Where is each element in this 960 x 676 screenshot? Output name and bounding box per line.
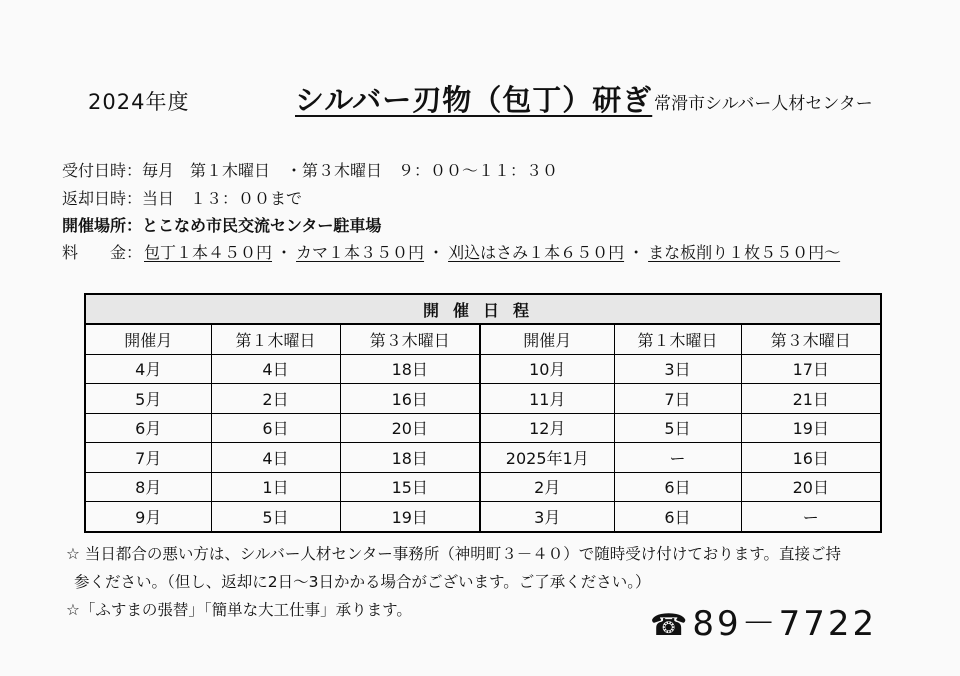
fee-separator: ・ bbox=[628, 243, 645, 262]
table-cell: 5日 bbox=[211, 502, 340, 532]
table-row bbox=[85, 413, 881, 443]
phone-number-text: 89－7722 bbox=[692, 604, 878, 644]
return-label: 返却日時： bbox=[62, 189, 143, 208]
page-title: シルバー刃物（包丁）研ぎ bbox=[295, 83, 653, 117]
column-header: 開催月 bbox=[85, 324, 211, 354]
table-cell: 3月 bbox=[480, 502, 614, 532]
table-cell: 5月 bbox=[85, 384, 211, 414]
venue-value: とこなめ市民交流センター駐車場 bbox=[142, 216, 382, 235]
note-office-reception: ☆ 当日都合の悪い方は、シルバー人材センター事務所（神明町３－４０）で随時受け付けております。直接ご持 bbox=[66, 545, 841, 563]
table-cell: ー bbox=[614, 443, 741, 473]
table-cell: 4日 bbox=[211, 354, 340, 384]
organization-name: 常滑市シルバー人材センター bbox=[654, 94, 873, 114]
table-cell: 2025年1月 bbox=[480, 443, 614, 473]
receipt-row bbox=[62, 158, 558, 181]
table-cell: 10月 bbox=[480, 354, 614, 384]
table-cell: 6日 bbox=[211, 413, 340, 443]
table-cell: 19日 bbox=[340, 502, 480, 532]
column-header: 第１木曜日 bbox=[614, 324, 741, 354]
column-header: 開催月 bbox=[480, 324, 614, 354]
table-cell: 2日 bbox=[211, 384, 340, 414]
table-cell: 7日 bbox=[614, 384, 741, 414]
table-cell: 6日 bbox=[614, 502, 741, 532]
table-cell: 11月 bbox=[480, 384, 614, 414]
table-cell: 6月 bbox=[85, 413, 211, 443]
fee-separator: ・ bbox=[276, 243, 293, 262]
table-row bbox=[85, 384, 881, 414]
schedule-caption: 開催日程 bbox=[85, 294, 881, 324]
fee-item: 包丁１本４５０円 bbox=[144, 243, 273, 262]
table-cell: 2月 bbox=[480, 472, 614, 502]
fiscal-year: 2024年度 bbox=[88, 90, 190, 114]
receipt-value: 毎月 第１木曜日 ・第３木曜日 ９：００～１１：３０ bbox=[142, 161, 559, 180]
table-row bbox=[85, 472, 881, 502]
table-cell: 18日 bbox=[340, 443, 480, 473]
note-office-reception-cont: 参ください。（但し、返却に2日～3日かかる場合がございます。ご了承ください。） bbox=[74, 573, 651, 591]
table-cell: 15日 bbox=[340, 472, 480, 502]
table-cell: 4日 bbox=[211, 443, 340, 473]
table-cell: 4月 bbox=[85, 354, 211, 384]
phone-number bbox=[650, 596, 877, 645]
table-row bbox=[85, 443, 881, 473]
receipt-label: 受付日時： bbox=[62, 161, 143, 180]
fee-item: カマ１本３５０円 bbox=[296, 243, 425, 262]
fee-item: 刈込はさみ１本６５０円 bbox=[448, 243, 625, 262]
table-cell: 21日 bbox=[741, 384, 881, 414]
venue-row bbox=[62, 213, 381, 236]
table-cell: 7月 bbox=[85, 443, 211, 473]
return-row bbox=[62, 186, 302, 209]
table-cell: 3日 bbox=[614, 354, 741, 384]
column-header: 第３木曜日 bbox=[340, 324, 480, 354]
fee-separator: ・ bbox=[428, 243, 445, 262]
column-header: 第３木曜日 bbox=[741, 324, 881, 354]
table-cell: 17日 bbox=[741, 354, 881, 384]
table-cell: 1日 bbox=[211, 472, 340, 502]
table-cell: 6日 bbox=[614, 472, 741, 502]
schedule-header-row bbox=[85, 324, 881, 354]
schedule-table bbox=[84, 293, 882, 533]
venue-label: 開催場所： bbox=[62, 216, 143, 235]
table-cell: 12月 bbox=[480, 413, 614, 443]
table-cell: 9月 bbox=[85, 502, 211, 532]
column-header: 第１木曜日 bbox=[211, 324, 340, 354]
table-row bbox=[85, 502, 881, 532]
table-cell: 20日 bbox=[741, 472, 881, 502]
table-cell: ー bbox=[741, 502, 881, 532]
fee-item: まな板削り１枚５５０円～ bbox=[648, 243, 841, 262]
table-cell: 8月 bbox=[85, 472, 211, 502]
table-cell: 20日 bbox=[340, 413, 480, 443]
table-cell: 18日 bbox=[340, 354, 480, 384]
table-cell: 16日 bbox=[741, 443, 881, 473]
table-cell: 19日 bbox=[741, 413, 881, 443]
table-cell: 16日 bbox=[340, 384, 480, 414]
table-cell: 5日 bbox=[614, 413, 741, 443]
return-value: 当日 １３：００まで bbox=[142, 189, 303, 208]
fee-label: 料 金： bbox=[62, 243, 143, 262]
table-row bbox=[85, 354, 881, 384]
telephone-icon: ☎ bbox=[650, 608, 691, 643]
note-other-services: ☆「ふすまの張替」「簡単な大工仕事」承ります。 bbox=[66, 601, 412, 619]
schedule-caption-row bbox=[85, 294, 881, 324]
fee-row bbox=[62, 240, 840, 263]
